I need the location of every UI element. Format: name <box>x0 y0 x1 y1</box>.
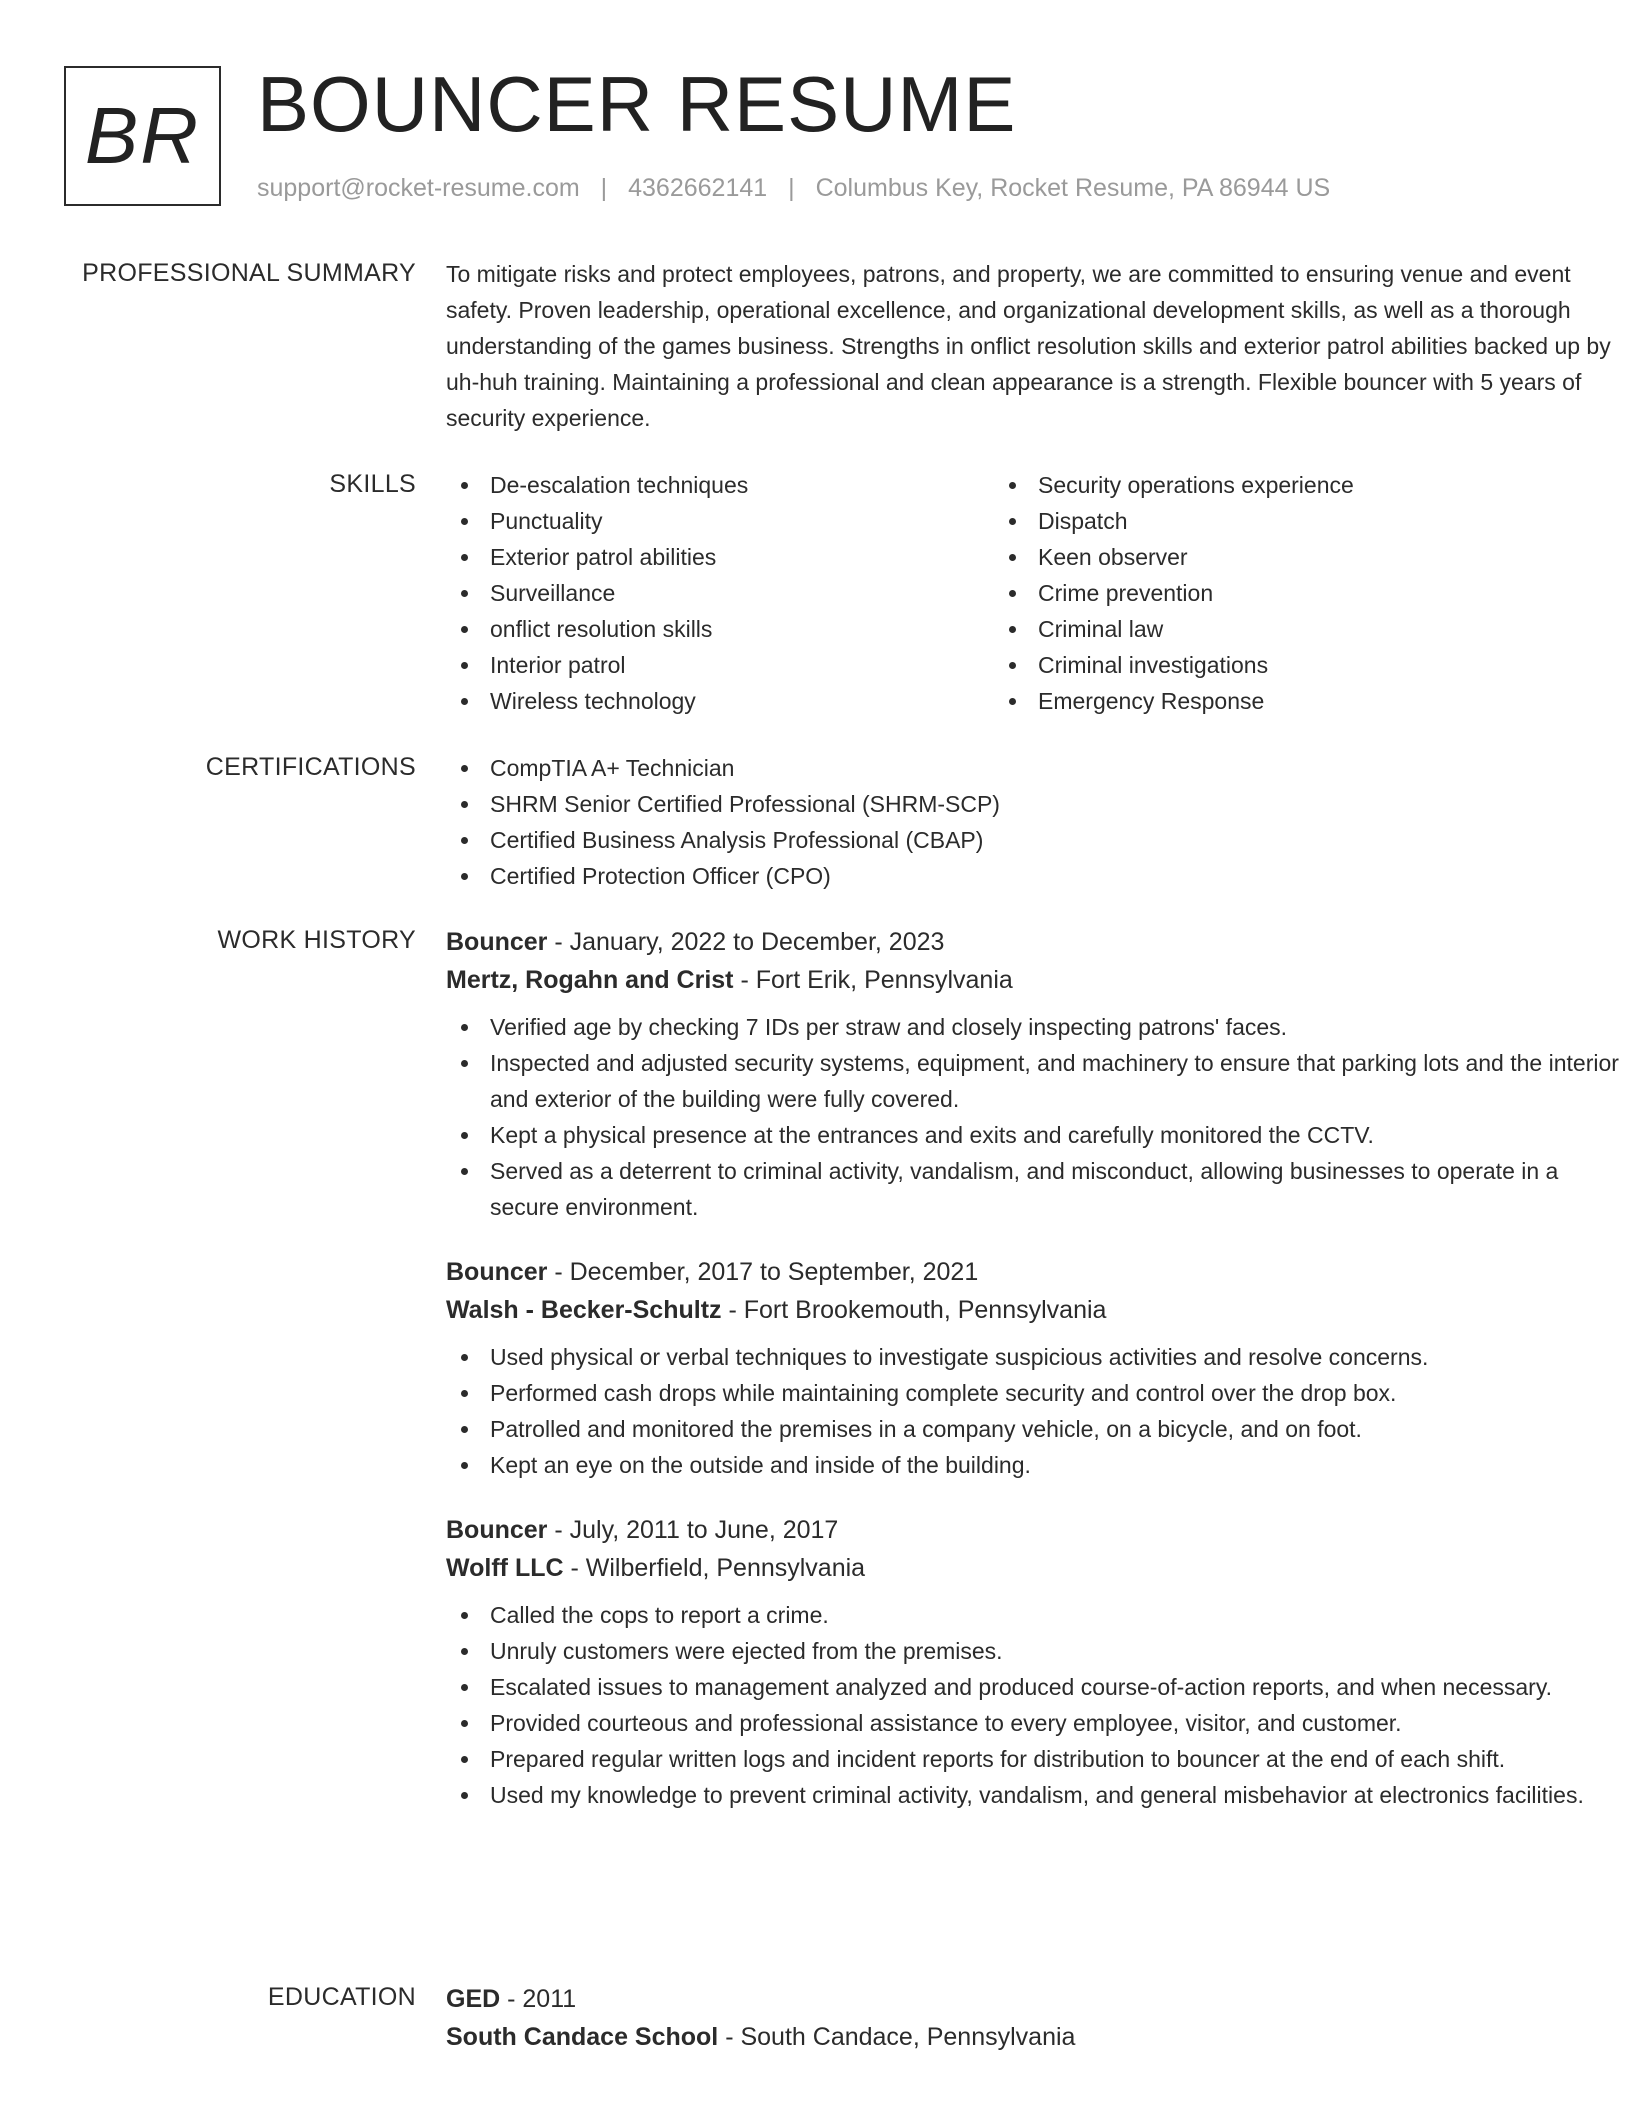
skill-item: Emergency Response <box>994 683 1542 719</box>
job-bullet: Kept a physical presence at the entrances and exits and carefully monitored the CCTV. <box>446 1117 1631 1153</box>
certifications-list <box>446 750 1631 894</box>
contact-email[interactable]: support@rocket-resume.com <box>257 174 580 202</box>
job-location: - Wilberfield, Pennsylvania <box>563 1554 866 1582</box>
job-title: Bouncer <box>446 928 548 956</box>
certification-item: CompTIA A+ Technician <box>446 750 1631 786</box>
education-school: South Candace School <box>446 2023 719 2051</box>
job-company-line <box>446 1549 1631 1587</box>
skill-item: Surveillance <box>446 575 994 611</box>
skill-item: Exterior patrol abilities <box>446 539 994 575</box>
job-bullet: Performed cash drops while maintaining complete security and control over the drop box. <box>446 1375 1631 1411</box>
skill-item: Punctuality <box>446 503 994 539</box>
job-bullet: Served as a deterrent to criminal activity, vandalism, and misconduct, allowing businesses to operate in a secure environment. <box>446 1153 1631 1225</box>
contact-line <box>257 174 1330 203</box>
job-location: - Fort Brookemouth, Pennsylvania <box>721 1296 1107 1324</box>
section-label-education: EDUCATION <box>267 1983 416 2011</box>
job-bullet: Inspected and adjusted security systems, equipment, and machinery to ensure that parking lots and the interior and exterior of the building were fully covered. <box>446 1045 1631 1117</box>
skill-item: Wireless technology <box>446 683 994 719</box>
job-title: Bouncer <box>446 1516 548 1544</box>
job-bullet: Unruly customers were ejected from the premises. <box>446 1633 1631 1669</box>
job-company-line <box>446 1291 1631 1329</box>
job-entry <box>446 1253 1631 1483</box>
skills-list-left <box>446 467 994 719</box>
section-label-work-history: WORK HISTORY <box>217 926 416 954</box>
education-degree: GED <box>446 1985 501 2013</box>
skill-item: onflict resolution skills <box>446 611 994 647</box>
contact-separator: | <box>600 174 608 202</box>
resume-header <box>64 60 1584 216</box>
job-company: Walsh - Becker-Schultz <box>446 1296 722 1324</box>
job-bullets <box>446 1339 1631 1483</box>
job-title-line <box>446 1511 1631 1549</box>
skill-item: Interior patrol <box>446 647 994 683</box>
job-dates: - July, 2011 to June, 2017 <box>547 1516 839 1544</box>
education-degree-line <box>446 1980 1631 2018</box>
section-label-skills: SKILLS <box>329 470 416 498</box>
job-bullets <box>446 1009 1631 1225</box>
summary-body <box>446 256 1631 436</box>
contact-address: Columbus Key, Rocket Resume, PA 86944 US <box>815 174 1331 202</box>
education-location: - South Candace, Pennsylvania <box>718 2023 1076 2051</box>
job-location: - Fort Erik, Pennsylvania <box>733 966 1013 994</box>
job-title-line <box>446 923 1631 961</box>
skill-item: Security operations experience <box>994 467 1542 503</box>
job-entry <box>446 1511 1631 1813</box>
job-bullet: Kept an eye on the outside and inside of the building. <box>446 1447 1631 1483</box>
job-bullet: Prepared regular written logs and incident reports for distribution to bouncer at the end of each shift. <box>446 1741 1631 1777</box>
skill-item: De-escalation techniques <box>446 467 994 503</box>
job-bullets <box>446 1597 1631 1813</box>
section-label-summary: PROFESSIONAL SUMMARY <box>82 259 416 287</box>
contact-phone[interactable]: 4362662141 <box>628 174 768 202</box>
skills-list-right <box>994 467 1542 719</box>
job-company: Wolff LLC <box>446 1554 564 1582</box>
monogram-box: BR <box>64 66 221 206</box>
job-title-line <box>446 1253 1631 1291</box>
skills-grid <box>446 467 1631 719</box>
job-bullet: Verified age by checking 7 IDs per straw and closely inspecting patrons' faces. <box>446 1009 1631 1045</box>
certification-item: SHRM Senior Certified Professional (SHRM-SCP) <box>446 786 1631 822</box>
certification-item: Certified Business Analysis Professional (CBAP) <box>446 822 1631 858</box>
job-bullet: Used physical or verbal techniques to investigate suspicious activities and resolve concerns. <box>446 1339 1631 1375</box>
skill-item: Criminal law <box>994 611 1542 647</box>
education-school-line <box>446 2018 1631 2056</box>
section-label-certifications: CERTIFICATIONS <box>205 753 416 781</box>
education-body <box>446 1980 1631 2066</box>
job-bullet: Called the cops to report a crime. <box>446 1597 1631 1633</box>
skill-item: Crime prevention <box>994 575 1542 611</box>
skill-item: Criminal investigations <box>994 647 1542 683</box>
summary-text: To mitigate risks and protect employees, patrons, and property, we are committed to ensuring venue and event safety. Proven leadership, operational excellence, and organizational development skills, as well as a thorough understanding of the games business. Strengths in onflict resolution skills and exterior patrol abilities backed up by uh-huh training. Maintaining a professional and clean appearance is a strength. Flexible bouncer with 5 years of security experience. <box>446 261 1611 431</box>
job-bullet: Patrolled and monitored the premises in a company vehicle, on a bicycle, and on foot. <box>446 1411 1631 1447</box>
job-dates: - January, 2022 to December, 2023 <box>547 928 945 956</box>
job-company: Mertz, Rogahn and Crist <box>446 966 734 994</box>
work-history-body <box>446 923 1631 1813</box>
skill-item: Keen observer <box>994 539 1542 575</box>
job-company-line <box>446 961 1631 999</box>
job-bullet: Used my knowledge to prevent criminal activity, vandalism, and general misbehavior at electronics facilities. <box>446 1777 1631 1813</box>
certification-item: Certified Protection Officer (CPO) <box>446 858 1631 894</box>
job-entry <box>446 923 1631 1225</box>
job-dates: - December, 2017 to September, 2021 <box>547 1258 979 1286</box>
education-year: - 2011 <box>500 1985 577 2013</box>
job-bullet: Provided courteous and professional assistance to every employee, visitor, and customer. <box>446 1705 1631 1741</box>
certifications-body <box>446 750 1631 894</box>
contact-separator: | <box>788 174 795 202</box>
job-title: Bouncer <box>446 1258 548 1286</box>
resume-name: BOUNCER RESUME <box>257 60 1017 148</box>
job-bullet: Escalated issues to management analyzed and produced course-of-action reports, and when necessary. <box>446 1669 1631 1705</box>
skill-item: Dispatch <box>994 503 1542 539</box>
